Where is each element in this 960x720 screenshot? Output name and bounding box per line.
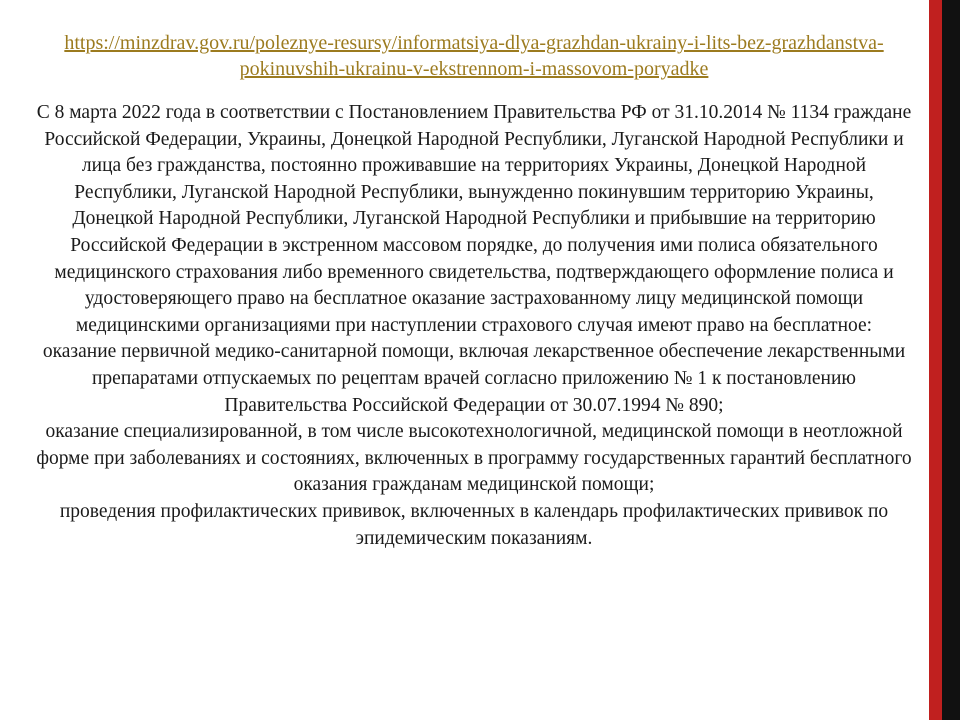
source-link[interactable]: https://minzdrav.gov.ru/poleznye-resursy/informatsiya-dlya-grazhdan-ukrainy-i-lits-bez-grazhdanstva-pokinuvshih-ukrainu-v-ekstrennom-i-massovom-poryadke [64,32,884,80]
accent-bar-black [942,0,960,720]
paragraph-intro: С 8 марта 2022 года в соответствии с Постановлением Правительства РФ от 31.10.2014 № 1134 граждане Российской Федерации, Украины, Донецкой Народной Республики, Луганской Народной Республики и лица без гражданства, постоянно проживавшие на территориях Украины, Донецкой Народной Республики, Луганской Народной Республики, вынужденно покинувшим территорию Украины, Донецкой Народной Республики, Луганской Народной Республики и прибывшие на территорию Российской Федерации в экстренном массовом порядке, до получения ими полиса обязательного медицинского страхования либо временного свидетельства, подтверждающего оформление полиса и удостоверяющего право на бесплатное оказание застрахованному лицу медицинской помощи медицинскими организациями при наступлении страхового случая имеют право на бесплатное: [36,102,912,336]
slide-content [34,30,914,552]
body-text [34,100,914,552]
paragraph-vaccinations: проведения профилактических прививок, включенных в календарь профилактических прививок по эпидемическим показаниям. [59,500,889,549]
paragraph-primary-care: оказание первичной медико-санитарной помощи, включая лекарственное обеспечение лекарственными препаратами отпускаемых по рецептам врачей согласно приложению № 1 к постановлению Правительства Российской Федерации от 30.07.1994 № 890; [42,341,906,416]
paragraph-specialized-care: оказание специализированной, в том числе высокотехнологичной, медицинской помощи в неотложной форме при заболеваниях и состояниях, включенных в программу государственных гарантий бесплатного оказания гражданам медицинской помощи; [36,421,912,496]
accent-bar-red [929,0,942,720]
